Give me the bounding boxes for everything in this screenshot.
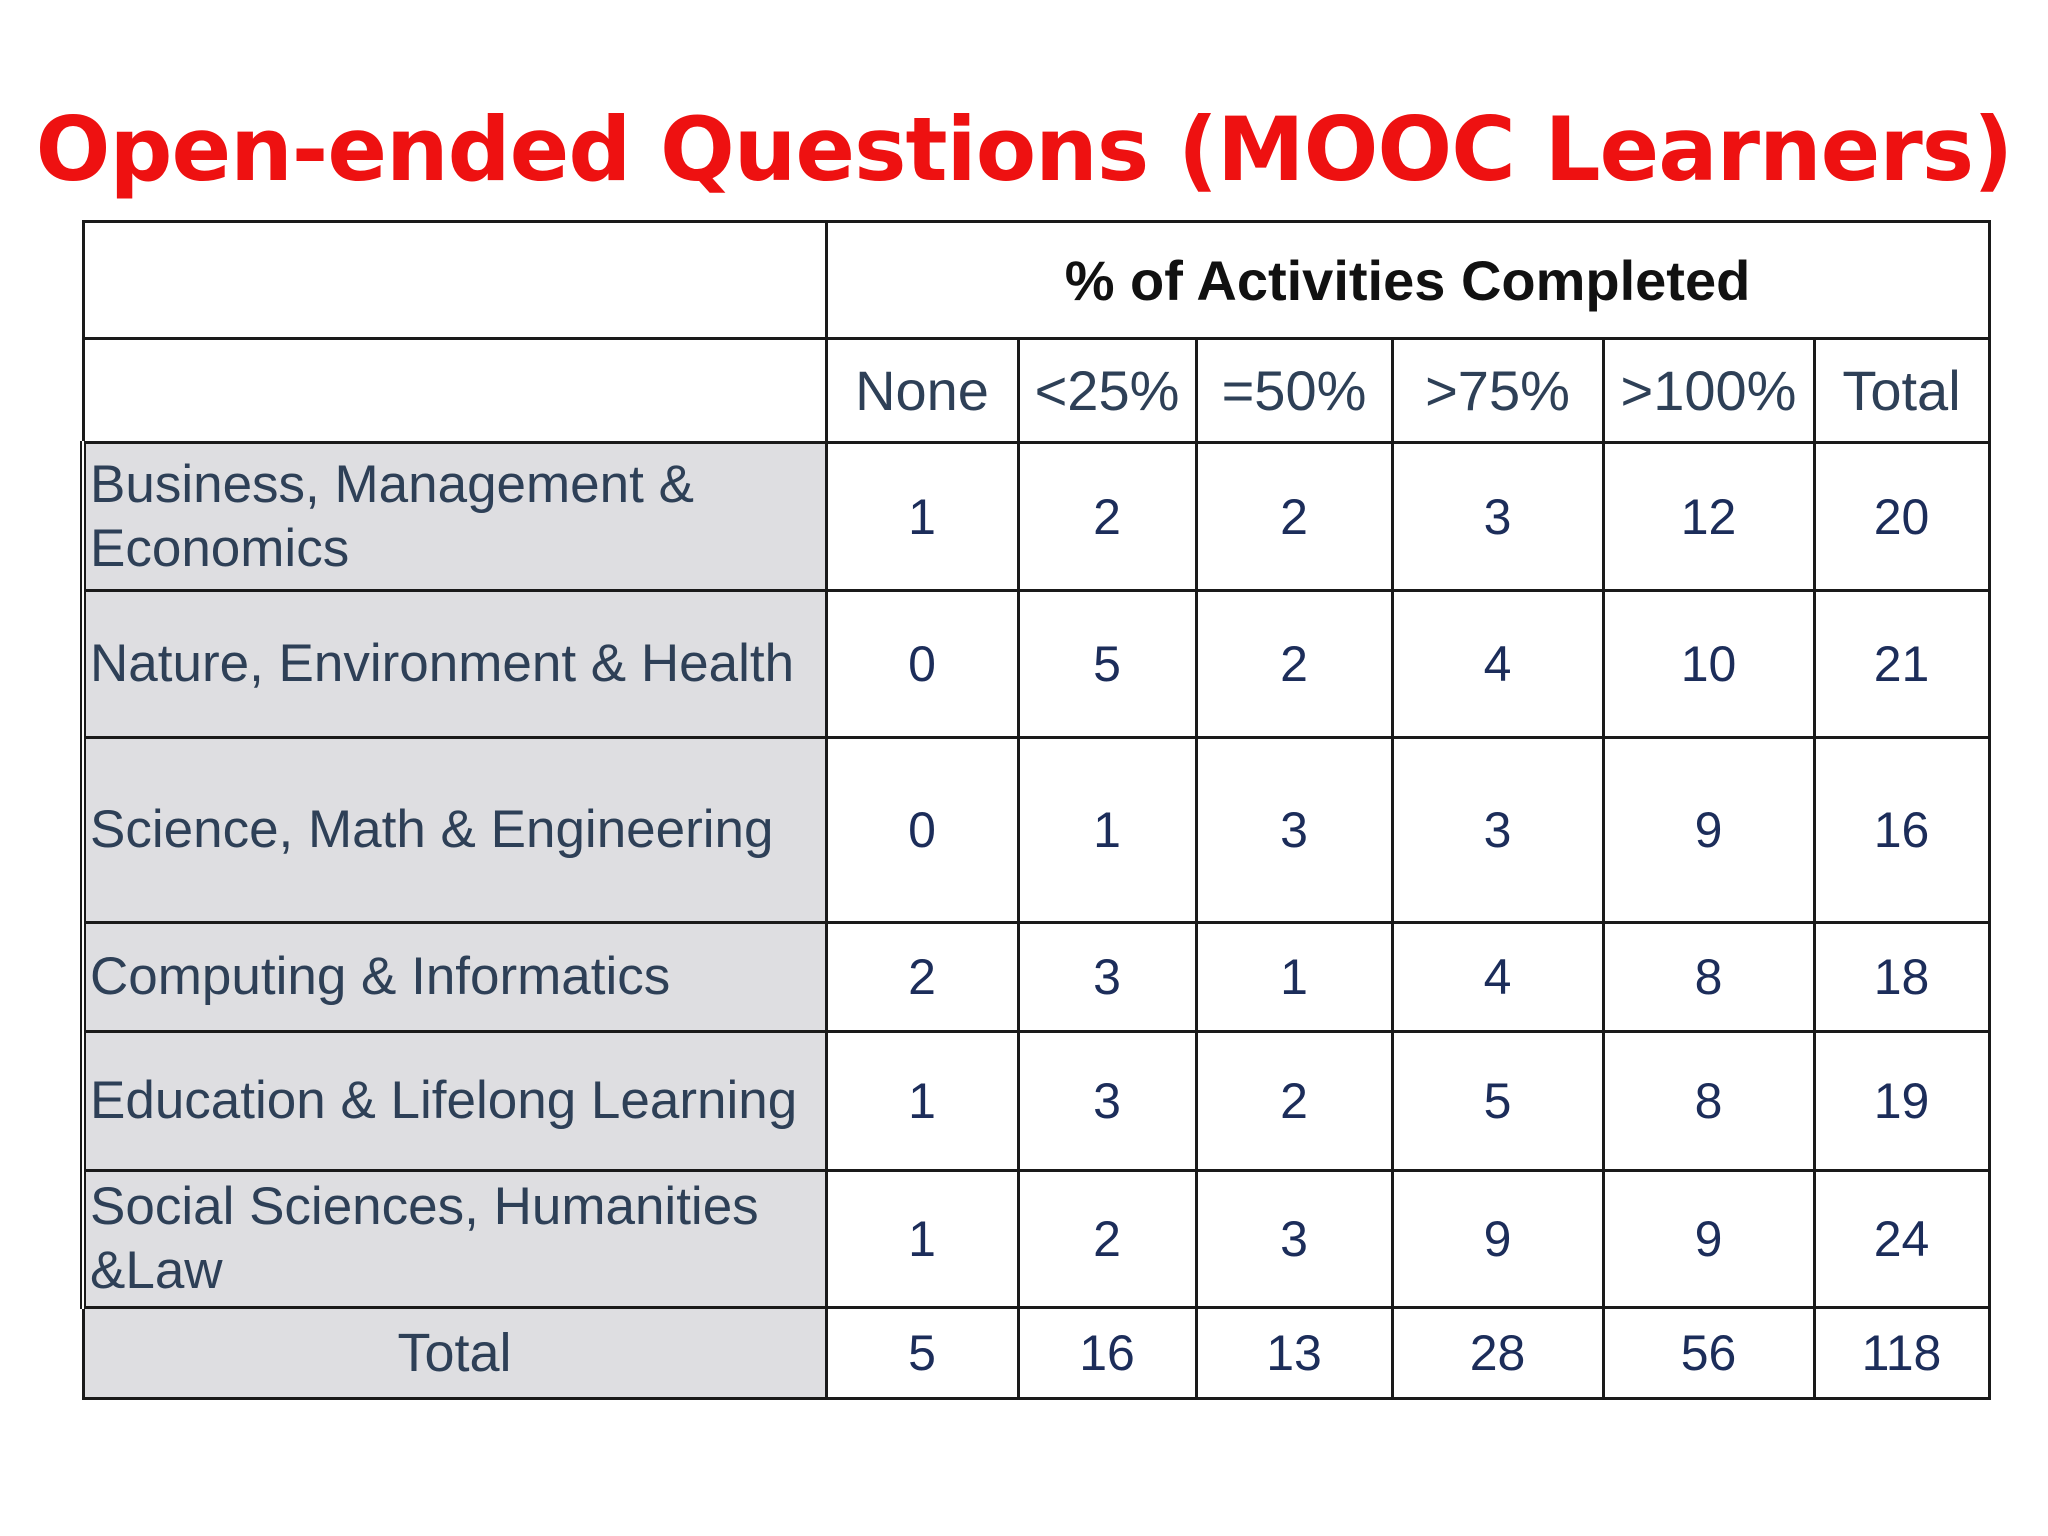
value-cell: 1 bbox=[826, 1171, 1018, 1308]
row-total-cell: 21 bbox=[1814, 591, 1989, 738]
value-cell: 1 bbox=[826, 1032, 1018, 1171]
value-cell: 3 bbox=[1392, 738, 1603, 923]
column-total-cell: 16 bbox=[1018, 1308, 1196, 1399]
column-total-cell: 5 bbox=[826, 1308, 1018, 1399]
value-cell: 10 bbox=[1603, 591, 1814, 738]
row-total-cell: 20 bbox=[1814, 443, 1989, 591]
row-total-cell: 24 bbox=[1814, 1171, 1989, 1308]
value-cell: 8 bbox=[1603, 1032, 1814, 1171]
column-header: <25% bbox=[1018, 339, 1196, 443]
grand-total-cell: 118 bbox=[1814, 1308, 1989, 1399]
value-cell: 2 bbox=[1018, 443, 1196, 591]
value-cell: 4 bbox=[1392, 923, 1603, 1032]
category-label: Education & Lifelong Learning bbox=[83, 1032, 826, 1171]
value-cell: 1 bbox=[826, 443, 1018, 591]
table-row bbox=[83, 738, 1989, 923]
value-cell: 3 bbox=[1018, 923, 1196, 1032]
table-row bbox=[83, 443, 1989, 591]
category-label: Business, Management & Economics bbox=[83, 443, 826, 591]
value-cell: 3 bbox=[1018, 1032, 1196, 1171]
total-row bbox=[83, 1308, 1989, 1399]
table-row bbox=[83, 1171, 1989, 1308]
column-header: >100% bbox=[1603, 339, 1814, 443]
table-row bbox=[83, 1032, 1989, 1171]
value-cell: 2 bbox=[826, 923, 1018, 1032]
column-total-cell: 28 bbox=[1392, 1308, 1603, 1399]
column-header: =50% bbox=[1196, 339, 1392, 443]
super-header-row bbox=[83, 222, 1989, 339]
column-total-cell: 56 bbox=[1603, 1308, 1814, 1399]
value-cell: 2 bbox=[1196, 443, 1392, 591]
table-row bbox=[83, 591, 1989, 738]
column-header: None bbox=[826, 339, 1018, 443]
value-cell: 9 bbox=[1603, 1171, 1814, 1308]
category-label: Computing & Informatics bbox=[83, 923, 826, 1032]
column-total-cell: 13 bbox=[1196, 1308, 1392, 1399]
value-cell: 9 bbox=[1603, 738, 1814, 923]
super-header-cell: % of Activities Completed bbox=[826, 222, 1989, 339]
value-cell: 12 bbox=[1603, 443, 1814, 591]
column-header-row bbox=[83, 339, 1989, 443]
value-cell: 2 bbox=[1196, 591, 1392, 738]
column-header: Total bbox=[1814, 339, 1989, 443]
row-total-cell: 19 bbox=[1814, 1032, 1989, 1171]
value-cell: 8 bbox=[1603, 923, 1814, 1032]
value-cell: 0 bbox=[826, 738, 1018, 923]
value-cell: 2 bbox=[1196, 1032, 1392, 1171]
column-header: >75% bbox=[1392, 339, 1603, 443]
value-cell: 5 bbox=[1392, 1032, 1603, 1171]
value-cell: 1 bbox=[1196, 923, 1392, 1032]
value-cell: 3 bbox=[1196, 1171, 1392, 1308]
value-cell: 3 bbox=[1392, 443, 1603, 591]
value-cell: 5 bbox=[1018, 591, 1196, 738]
category-label: Social Sciences, Humanities &Law bbox=[83, 1171, 826, 1308]
value-cell: 4 bbox=[1392, 591, 1603, 738]
value-cell: 9 bbox=[1392, 1171, 1603, 1308]
activities-table bbox=[80, 220, 1991, 1400]
category-label: Science, Math & Engineering bbox=[83, 738, 826, 923]
row-total-cell: 16 bbox=[1814, 738, 1989, 923]
value-cell: 0 bbox=[826, 591, 1018, 738]
category-label: Nature, Environment & Health bbox=[83, 591, 826, 738]
value-cell: 3 bbox=[1196, 738, 1392, 923]
table-row bbox=[83, 923, 1989, 1032]
slide-title: Open-ended Questions (MOOC Learners) bbox=[35, 98, 2013, 201]
value-cell: 1 bbox=[1018, 738, 1196, 923]
row-total-cell: 18 bbox=[1814, 923, 1989, 1032]
empty-header-cell bbox=[83, 339, 826, 443]
empty-corner-cell bbox=[83, 222, 826, 339]
total-label: Total bbox=[83, 1308, 826, 1399]
value-cell: 2 bbox=[1018, 1171, 1196, 1308]
